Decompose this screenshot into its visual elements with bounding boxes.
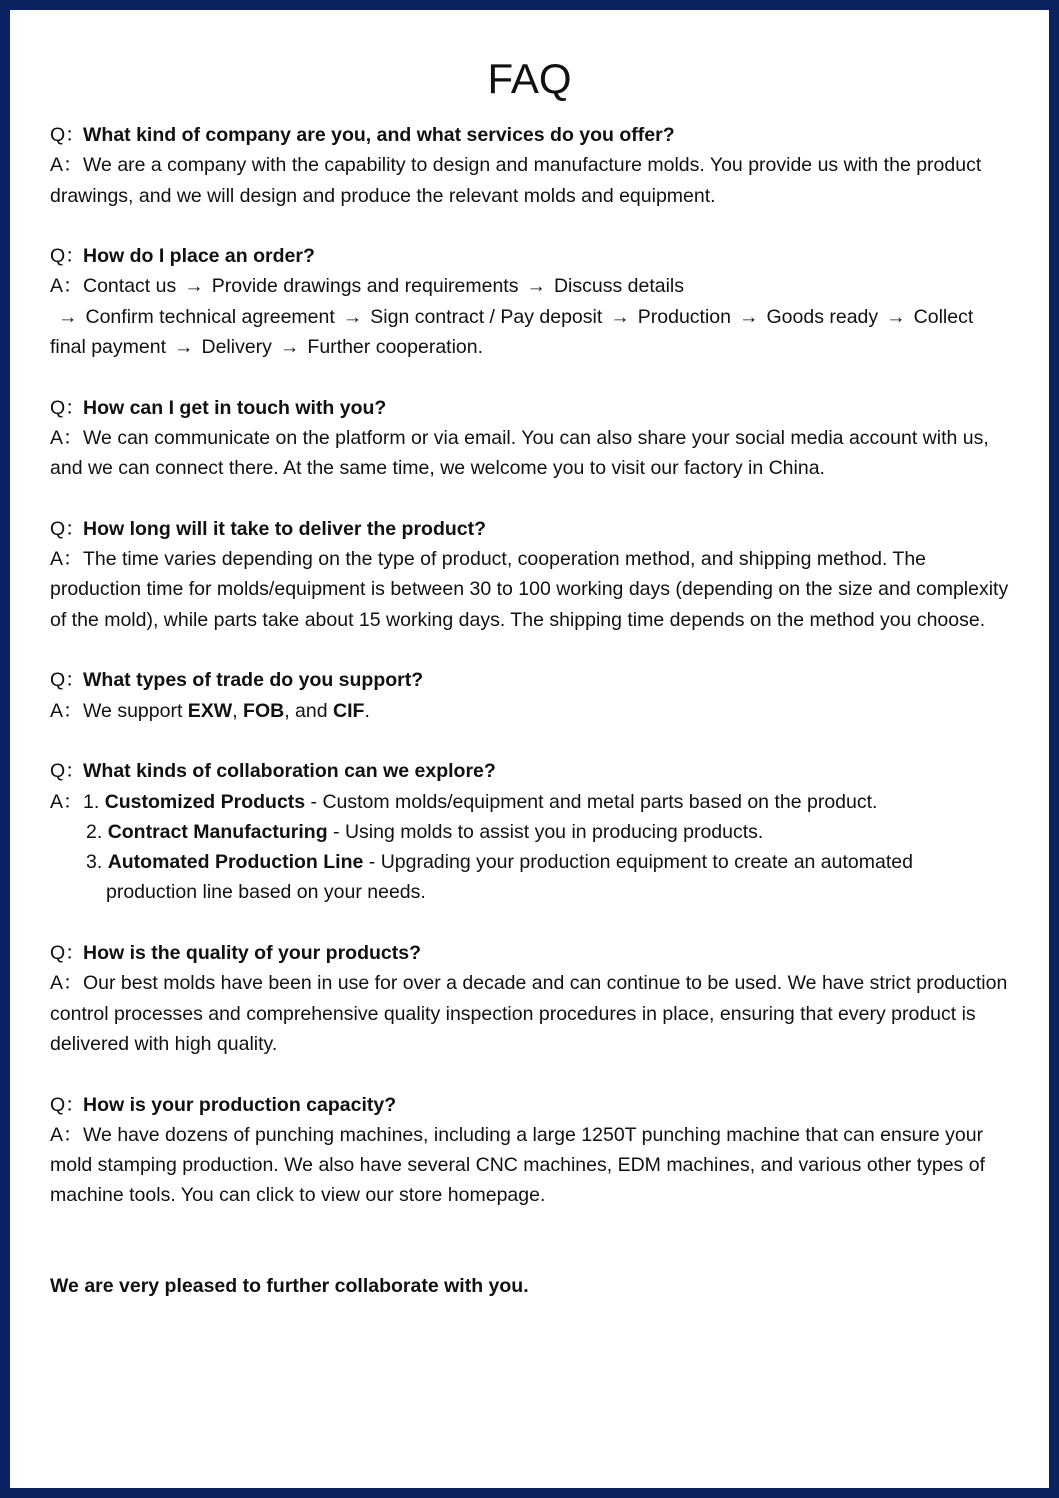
item-name: Customized Products <box>104 790 306 813</box>
list-item <box>50 847 1012 877</box>
faq-question <box>50 120 1012 150</box>
arrow-right-icon: → <box>739 305 759 328</box>
faq-item-capacity <box>50 1090 1012 1211</box>
closing-statement: We are very pleased to further collaborate with you. <box>50 1274 529 1297</box>
q-prefix: Q： <box>50 1093 85 1116</box>
a-prefix: A： <box>50 1123 83 1146</box>
trade-term: CIF <box>333 699 365 722</box>
q-prefix: Q： <box>50 517 85 540</box>
item-name: Automated Production Line <box>107 851 364 874</box>
faq-answer <box>50 423 1012 484</box>
faq-item-collaboration <box>50 756 1012 907</box>
a-prefix: A： <box>50 154 83 177</box>
faq-item-delivery <box>50 514 1012 635</box>
answer-text: We are a company with the capability to design and manufacture molds. You provide us with the product drawings, and we will design and produce the relevant molds and equipment. <box>50 154 982 207</box>
a-prefix: A： <box>50 972 83 995</box>
faq-question <box>50 756 1012 786</box>
faq-item-trade <box>50 665 1012 726</box>
item-number: 1. <box>83 790 100 813</box>
separator: , and <box>284 699 334 722</box>
trade-term: FOB <box>243 699 285 722</box>
order-step: Further cooperation. <box>307 336 484 359</box>
faq-content <box>50 120 1012 1320</box>
faq-answer <box>50 544 1012 635</box>
period: . <box>364 699 370 722</box>
faq-item-order <box>50 241 1012 362</box>
order-step: Delivery <box>201 336 272 359</box>
arrow-right-icon: → <box>279 336 300 359</box>
q-prefix: Q： <box>50 942 85 965</box>
item-desc: - Upgrading your production equipment to create an automated <box>363 851 913 874</box>
question-text: How long will it take to deliver the product? <box>83 517 487 540</box>
order-step: Goods ready <box>766 305 879 328</box>
order-step: Collect final payment <box>50 305 974 359</box>
faq-question <box>50 665 1012 695</box>
question-text: How can I get in touch with you? <box>83 396 387 419</box>
q-prefix: Q： <box>50 669 85 692</box>
question-text: How is your production capacity? <box>83 1093 397 1116</box>
q-prefix: Q： <box>50 124 85 146</box>
faq-answer <box>50 968 1012 1059</box>
a-prefix: A： <box>50 426 83 449</box>
faq-question <box>50 393 1012 423</box>
faq-item-contact <box>50 393 1012 484</box>
a-prefix: A： <box>50 790 83 813</box>
answer-text: We can communicate on the platform or via email. You can also share your social media account with us, and we can connect there. At the same time, we welcome you to visit our factory in China. <box>50 426 989 480</box>
arrow-right-icon: → <box>173 336 194 359</box>
item-name: Contract Manufacturing <box>107 820 328 843</box>
item-desc: - Custom molds/equipment and metal parts based on the product. <box>305 790 878 813</box>
arrow-right-icon: → <box>886 305 906 328</box>
order-step: Contact us <box>83 275 177 298</box>
arrow-right-icon: → <box>526 275 546 298</box>
order-step: Confirm technical agreement <box>85 305 335 328</box>
order-step: Sign contract / Pay deposit <box>370 305 603 328</box>
q-prefix: Q： <box>50 396 85 419</box>
q-prefix: Q： <box>50 760 85 783</box>
list-item <box>50 817 1012 847</box>
faq-answer <box>50 1120 1012 1211</box>
faq-item-company <box>50 120 1012 211</box>
faq-answer <box>50 150 1012 211</box>
a-prefix: A： <box>50 275 83 298</box>
trade-term: EXW <box>187 699 233 722</box>
order-step: Discuss details <box>553 275 685 298</box>
question-text: What kinds of collaboration can we explore? <box>83 760 496 783</box>
faq-item-quality <box>50 938 1012 1059</box>
answer-text: The time varies depending on the type of product, cooperation method, and shipping method. The production time for molds/equipment is between 30 to 100 working days (depending on the size and complexity of the mold), while parts take about 15 working days. The shipping time depends on the method you choose. <box>50 548 1009 631</box>
arrow-right-icon: → <box>610 305 630 328</box>
list-item <box>50 787 1012 817</box>
faq-question <box>50 938 1012 968</box>
page-title: FAQ <box>487 55 572 102</box>
arrow-right-icon: → <box>342 305 363 328</box>
arrow-right-icon: → <box>184 275 204 298</box>
order-step: Provide drawings and requirements <box>211 275 519 298</box>
faq-answer <box>50 271 1012 362</box>
list-item-continuation: production line based on your needs. <box>106 881 426 904</box>
question-text: How is the quality of your products? <box>83 942 422 965</box>
answer-intro: We support <box>83 699 188 722</box>
faq-answer <box>50 787 1012 908</box>
answer-text: We have dozens of punching machines, including a large 1250T punching machine that can ensure your mold stamping production. We also have several CNC machines, EDM machines, and various other types of machine tools. You can click to view our store homepage. <box>50 1123 985 1207</box>
answer-text: Our best molds have been in use for over a decade and can continue to be used. We have strict production control processes and comprehensive quality inspection procedures in place, ensuring that every product is delivered with high quality. <box>50 972 1008 1055</box>
q-prefix: Q： <box>50 245 85 268</box>
item-desc: - Using molds to assist you in producing products. <box>327 820 764 843</box>
question-text: What kind of company are you, and what services do you offer? <box>83 124 675 146</box>
faq-question <box>50 514 1012 544</box>
a-prefix: A： <box>50 699 83 722</box>
question-text: What types of trade do you support? <box>83 669 424 692</box>
a-prefix: A： <box>50 548 83 571</box>
arrow-right-icon: → <box>58 305 78 328</box>
question-text: How do I place an order? <box>83 245 315 268</box>
faq-answer <box>50 696 1012 726</box>
item-number: 3. <box>86 851 103 874</box>
separator: , <box>232 699 244 722</box>
order-step: Production <box>637 305 731 328</box>
faq-question <box>50 241 1012 271</box>
item-number: 2. <box>86 820 103 843</box>
faq-question <box>50 1090 1012 1120</box>
